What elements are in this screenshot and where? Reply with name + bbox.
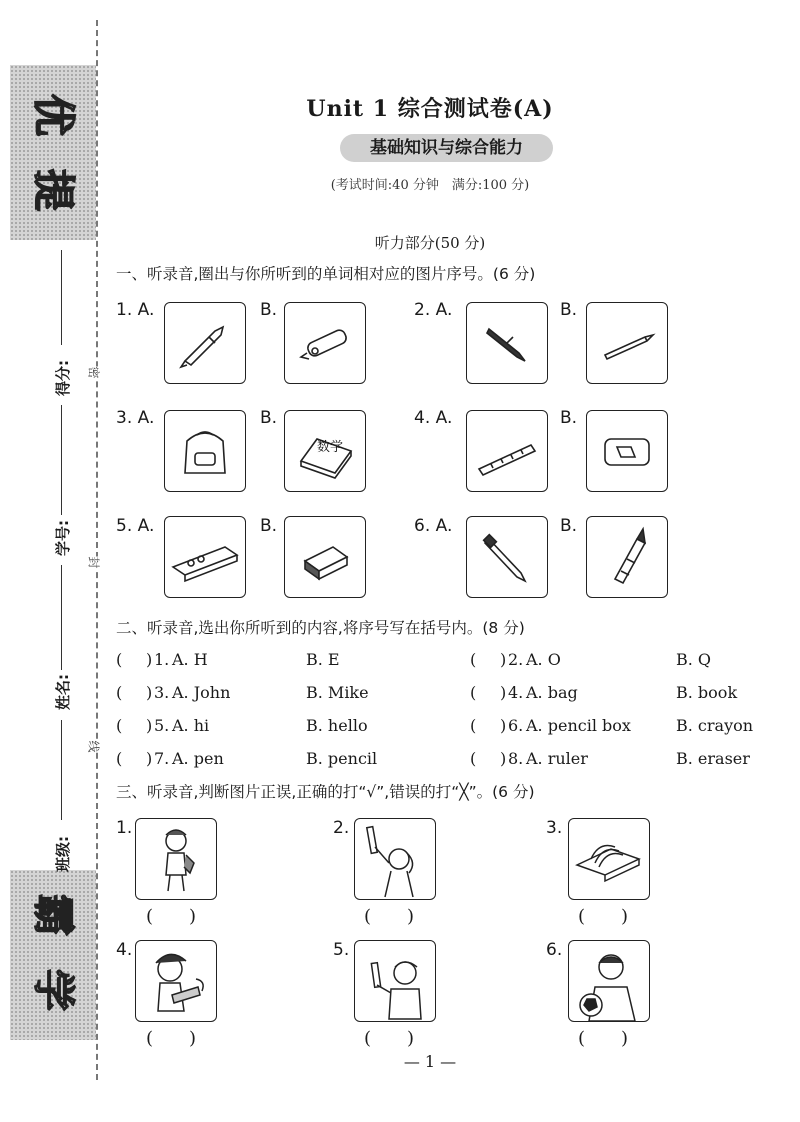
choice-row: ( ) 3. A. John B. Mike: [116, 683, 369, 702]
fountain-pen-icon[interactable]: [164, 302, 246, 384]
seal-mark: 线: [86, 740, 101, 753]
option-b: B.: [560, 408, 578, 428]
option-a[interactable]: A. pen: [172, 749, 224, 768]
choice-row: ( ) 6. A. pencil box B. crayon: [470, 716, 754, 735]
question-number: 5. A.: [116, 516, 155, 536]
section2-heading: 二、听录音,选出你所听到的内容,将序号写在括号内。(8 分): [116, 619, 525, 637]
ruler-icon[interactable]: [466, 410, 548, 492]
field-line: [61, 250, 62, 345]
choice-row: ( ) 5. A. hi B. hello: [116, 716, 368, 735]
option-a[interactable]: A. O: [526, 650, 561, 669]
marker-icon[interactable]: [284, 302, 366, 384]
option-a[interactable]: A. H: [172, 650, 208, 669]
page-title: Unit 1 综合测试卷(A): [306, 96, 554, 122]
answer-parens[interactable]: ( ): [578, 1028, 629, 1049]
question-number: 2. A.: [414, 300, 453, 320]
choice-row: ( ) 2. A. O B. Q: [470, 650, 712, 669]
brand-box-bottom: [10, 870, 96, 1040]
eraser-block-icon[interactable]: [284, 516, 366, 598]
option-b: B.: [260, 516, 278, 536]
question-number: 1. A.: [116, 300, 155, 320]
option-b[interactable]: B. book: [676, 683, 738, 702]
answer-parens[interactable]: ( ): [364, 906, 415, 927]
option-b[interactable]: B. pencil: [306, 749, 378, 768]
boy-with-crayon-icon: [354, 940, 436, 1022]
brand-char: 学: [29, 968, 78, 1011]
subtitle-badge: 基础知识与综合能力: [340, 134, 553, 162]
choice-row: ( ) 1. A. H B. E: [116, 650, 340, 669]
option-a[interactable]: A. John: [172, 683, 231, 702]
option-a[interactable]: A. hi: [172, 716, 210, 735]
answer-parens[interactable]: ( ): [146, 1028, 197, 1049]
choice-row: ( ) 4. A. bag B. book: [470, 683, 738, 702]
question-number: 3. A.: [116, 408, 155, 428]
class-label: 班级:: [54, 836, 72, 872]
question-number: 6. A.: [414, 516, 453, 536]
question-number: 4. A.: [414, 408, 453, 428]
pencil-case-icon[interactable]: [164, 516, 246, 598]
student-id-label: 学号:: [54, 520, 72, 556]
question-number: 6.: [546, 940, 563, 960]
question-number: 3.: [546, 818, 563, 838]
option-b: B.: [260, 300, 278, 320]
option-a[interactable]: A. bag: [526, 683, 578, 702]
question-number: 5.: [333, 940, 350, 960]
option-b[interactable]: B. eraser: [676, 749, 750, 768]
question-number: 1.: [116, 818, 133, 838]
choice-row: ( ) 7. A. pen B. pencil: [116, 749, 378, 768]
pen-icon[interactable]: [466, 302, 548, 384]
option-b[interactable]: B. E: [306, 650, 340, 669]
field-line: [61, 565, 62, 670]
score-label: 得分:: [54, 360, 72, 396]
boy-with-ball-icon: [568, 940, 650, 1022]
question-number: 4.: [116, 940, 133, 960]
answer-parens[interactable]: ( ): [578, 906, 629, 927]
boy-with-pencil-case-icon: [135, 940, 217, 1022]
pen-icon[interactable]: [466, 516, 548, 598]
open-book-icon: [568, 818, 650, 900]
field-line: [61, 405, 62, 515]
brand-char: 优: [29, 93, 78, 136]
answer-parens[interactable]: ( ): [364, 1028, 415, 1049]
section3-heading: 三、听录音,判断图片正误,正确的打“√”,错误的打“╳”。(6 分): [116, 783, 535, 801]
option-b: B.: [260, 408, 278, 428]
brand-char: 提: [29, 168, 78, 211]
schoolbag-icon[interactable]: [164, 410, 246, 492]
eraser-icon[interactable]: [586, 410, 668, 492]
option-a[interactable]: A. pencil box: [526, 716, 631, 735]
option-b[interactable]: B. hello: [306, 716, 368, 735]
field-line: [61, 720, 62, 820]
option-b: B.: [560, 516, 578, 536]
svg-text:数学: 数学: [317, 440, 344, 455]
option-b[interactable]: B. crayon: [676, 716, 754, 735]
option-b[interactable]: B. Mike: [306, 683, 369, 702]
exam-info: (考试时间:40 分钟 满分:100 分): [330, 178, 530, 193]
answer-parens[interactable]: ( ): [146, 906, 197, 927]
option-b[interactable]: B. Q: [676, 650, 712, 669]
part-heading: 听力部分(50 分): [374, 234, 486, 252]
seal-mark: 封: [86, 556, 101, 569]
girl-with-ruler-icon: [354, 818, 436, 900]
page-number: — 1 —: [403, 1052, 457, 1071]
girl-with-bag-icon: [135, 818, 217, 900]
choice-row: ( ) 8. A. ruler B. eraser: [470, 749, 750, 768]
crayon-icon[interactable]: [586, 516, 668, 598]
math-book-icon[interactable]: [284, 410, 366, 492]
section1-heading: 一、听录音,圈出与你所听到的单词相对应的图片序号。(6 分): [116, 265, 536, 283]
question-number: 2.: [333, 818, 350, 838]
pencil-icon[interactable]: [586, 302, 668, 384]
option-a[interactable]: A. ruler: [526, 749, 588, 768]
name-label: 姓名:: [54, 674, 72, 710]
brand-char: 霸: [29, 893, 78, 936]
option-b: B.: [560, 300, 578, 320]
seal-mark: 密: [86, 366, 101, 379]
